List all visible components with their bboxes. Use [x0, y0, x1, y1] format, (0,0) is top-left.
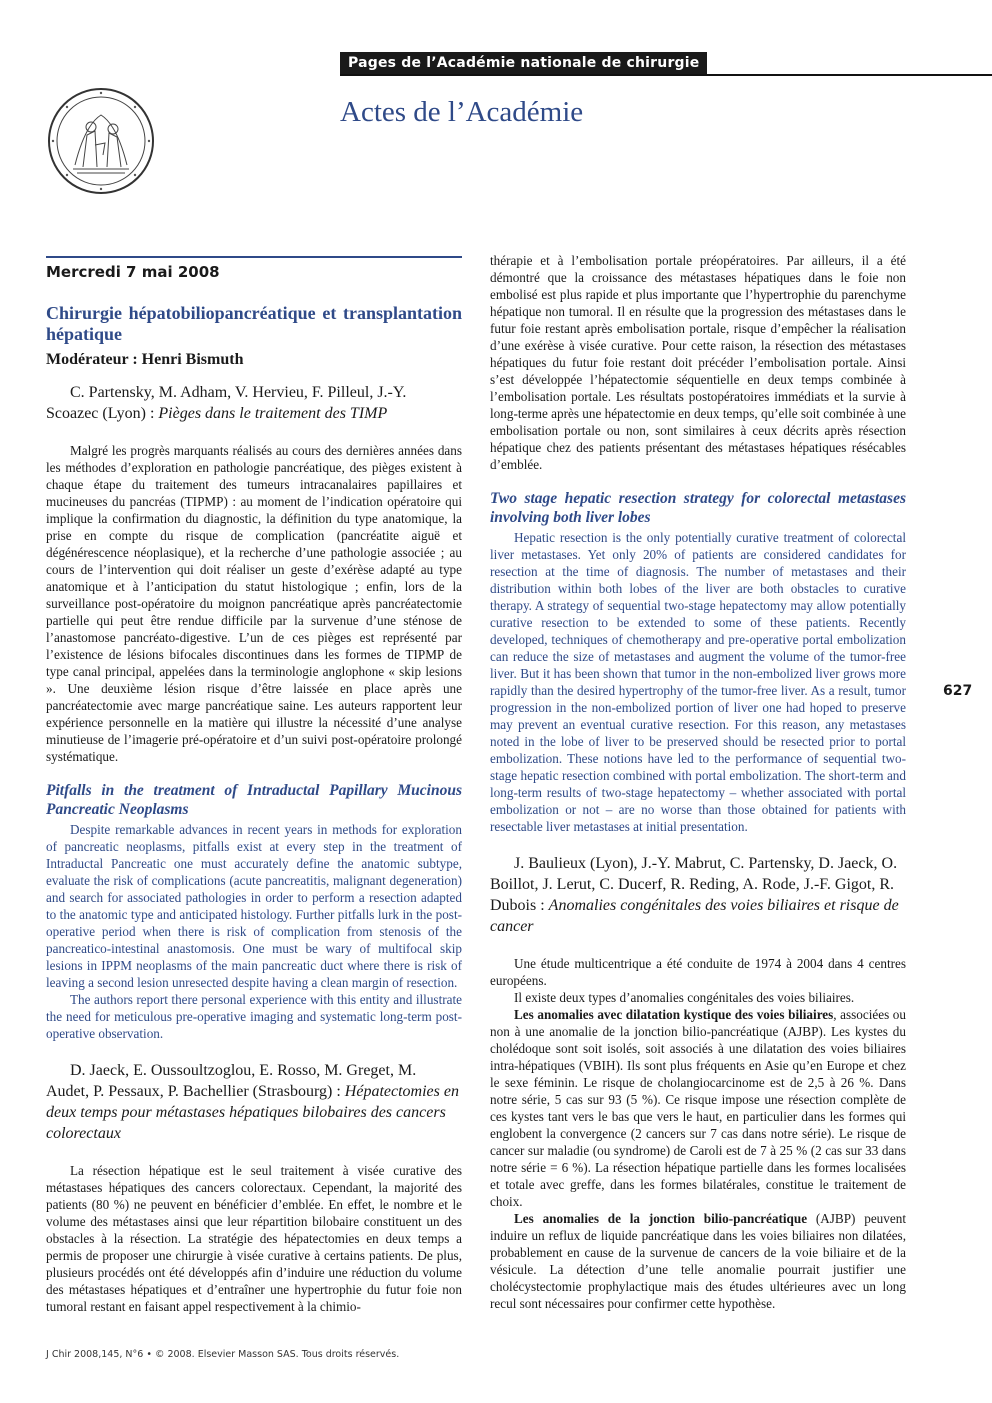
article-3-p4-lead: Les anomalies de la jonction bilio-pancréatique [514, 1211, 808, 1226]
article-3-p2: Il existe deux types d’anomalies congénitales des voies biliaires. [514, 990, 855, 1005]
article-2-text-continued: thérapie et à l’embolisation portale préopératoires. Par ailleurs, il a été démontré que la croissance des métastases hépatiques dans le foie non embolisé est plus rapide et plus importante que l’hypertrophie du parenchyme hépatique non tumoral. Il en résulte que la progression des métastases dans le futur foie restant après embolisation portale, risque d’empêcher la réalisation d’une exérèse à visée curative. Pour cette raison, la résection des métastases hépatiques du futur foie restant doit précéder l’embolisation portale. Ainsi s’est développée l’hépatectomie séquentielle en deux temps combinée à l’embolisation portale. Les résultats postopératoires immédiats et la survie à long-terme après une hépatectomie en deux temps, qu’elle soit combinée à une embolisation portale ou non, sont similaires à ceux décrits après résection hépatique chez des patients présentant des métastases hépatiques résécables d’emblée. [490, 253, 906, 472]
article-3-p1: Une étude multicentrique a été conduite de 1974 à 2004 dans 4 centres européens. [490, 956, 906, 988]
article-3-title: Anomalies congénitales des voies biliaires et risque de cancer [490, 897, 899, 935]
article-1-english-p2: The authors report there personal experience with this entity and illustrate the need for meticulous pre-operative imaging and systematic long-term post-operative observation. [46, 992, 462, 1041]
article-2-text: La résection hépatique est le seul traitement à visée curative des métastases hépatiques des cancers colorectaux. Cependant, la majorité des patients (80 %) ne peuvent en bénéficier d’emblée. En effet, le nombre et le volume des métastases ainsi que leur répartition bilobaire constituent un des obstacles à la résection. La stratégie des hépatectomies en deux temps a permis de proposer une chirurgie à visée curative à certains patients. De plus, plusieurs procédés ont été développés afin d’induire une réduction du volume des métastases hépatiques et d’entraîner une hypertrophie du futur foie non tumoral restant en faisant appel respectivement à la chimio- [46, 1163, 462, 1314]
session-date: Mercredi 7 mai 2008 [46, 256, 462, 281]
article-2-heading [46, 1060, 462, 1144]
article-1-text: Malgré les progrès marquants réalisés au cours des dernières années dans les méthodes d’exploration en pathologie pancréatique, des pièges existent à chaque étape du traitement des tumeurs intracanalaires papillaires et mucineuses du pancréas (TIPMP) : au moment de l’indication opératoire qui implique la confirmation du diagnostic, la définition du type anatomique, la prise en compte du risque de complication (pancréatite aiguë et dégénérescence néoplasique), et la recherche d’une pathologie associée ; au cours de l’intervention qui doit réaliser un geste d’exérèse adapté au type anatomique et à l’anticipation du statut histologique ; enfin, lors de la surveillance post-opératoire du moignon pancréatique après pancréatectomie partielle qui peut être rendue difficile par la survenue d’une sténose de l’anastomose pancréato-digestive. L’un de ces pièges est représenté par l’existence de lésions bifocales discontinues dans les formes de TIPMP de type canal principal, appelées dans la terminologie anglophone « skip lesions ». Une deuxième lésion risque d’être laissée en place après une pancréatectomie avec marge pancréatique saine. Les auteurs rapportent leur expérience personnelle en la matière qui illustre la nécessité d’une analyse minutieuse de l’imagerie pré-opératoire et d’un suivi post-opératoire prolongé systématique. [46, 443, 462, 764]
article-3-heading [490, 853, 906, 937]
article-2-authors: D. Jaeck, E. Oussoultzoglou, E. Rosso, M. Greget, M. Audet, P. Pessaux, P. Bachellier (Strasbourg) : [46, 1062, 417, 1100]
journal-header-band [340, 52, 992, 76]
academy-seal-logo [45, 85, 157, 197]
section-title: Chirurgie hépatobiliopancréatique et transplantation hépatique [46, 303, 462, 344]
article-2-english-text: Hepatic resection is the only potentially curative treatment of colorectal liver metastases. Yet only 20% of patients are considered candidates for resection at the time of diagnosis. The number of metastases and their distribution within both lobes of the liver are both obstacles to curative therapy. A strategy of sequential two-stage hepatectomy may allow potentially curative resection to be extended to some of these patients. Recently developed, techniques of chemotherapy and pre-operative portal embolization can reduce the size of metastases and augment the volume of the tumor-free liver. But it has been shown that tumor in the non-embolized liver grows more rapidly than the desired hypertrophy of the tumor-free liver. As a result, tumor progression in the non-embolized portion of liver one had hoped to preserve may prevent an eventual curative resection. For this reason, any metastases noted in the lobe of liver to be preserved should be resected prior to portal embolization. These notions have led to the performance of sequential two-stage hepatic resection combined with portal embolization. The short-term and long-term results of two-stage hepatectomy – whether associated with portal embolization or not – are no worse than those obtained for patients with resectable liver metastases at initial presentation. [490, 530, 906, 834]
article-1-english-p1: Despite remarkable advances in recent years in methods for exploration of pancreatic neoplasms, pitfalls exist at every step in the treatment of Intraductal Pancreatic one must accurately define the anatomic subtype, evaluate the risk of complications (acute pancreatitis, malignant degeneration) and search for associated pathologies in order to perform a resection adapted to the anatomic type and anticipated histology. Further pitfalls lurk in the post-operative period when there is risk of complication from stenosis of the pancreatico-intestinal anastomosis. One must be wary of multifocal skip lesions in IPPM neoplasms of the main pancreatic duct where there is risk of leaving a second lesion unresected despite having a clean margin of resection. [46, 822, 462, 990]
section-tag: Pages de l’Académie nationale de chirurgie [340, 52, 707, 74]
footer-citation: J Chir 2008,145, N°6 • © 2008. Elsevier Masson SAS. Tous droits réservés. [46, 1349, 400, 1360]
article-1-english-title: Pitfalls in the treatment of Intraductal Papillary Mucinous Pancreatic Neoplasms [46, 782, 462, 818]
right-column [490, 252, 906, 1312]
article-3-p4 [490, 1210, 906, 1312]
article-2-title: Hépatectomies en deux temps pour métastases hépatiques bilobaires des cancers colorectaux [46, 1083, 459, 1142]
page-number: 627 [943, 683, 973, 699]
article-2-english-title: Two stage hepatic resection strategy for colorectal metastases involving both liver lobes [490, 490, 906, 526]
article-3-p4-text: (AJBP) peuvent induire un reflux de liquide pancréatique dans les voies biliaires non dilatées, probablement en cause de la survenue de cancers de la voie biliaire et de la vésicule. La détection d’une telle anomalie pourrait justifier une cholécystectomie prophylactique mais des études ultérieures avec un long recul sont nécessaires pour confirmer cette hypothèse. [490, 1211, 906, 1311]
article-1-title: Pièges dans le traitement des TIMP [158, 405, 388, 422]
journal-title: Actes de l’Académie [340, 96, 584, 128]
article-3-p3 [490, 1006, 906, 1210]
article-1-authors: C. Partensky, M. Adham, V. Hervieu, F. Pilleul, J.-Y. Scoazec (Lyon) : [46, 384, 407, 422]
article-3-p3-text: , associées ou non à une anomalie de la jonction bilio-pancréatique (AJBP). Les kystes du cholédoque sont soit isolés, soit associés à une dilatation des voies biliaires intra-hépatiques (VBIH). Ils sont plus fréquents en Asie qu’en Europe et chez le sexe féminin. Le risque de cholangiocarcinome est de 2,5 à 26 %. Dans notre série, 5 cas sur 93 (5 %). Ce risque impose une résection complète de ces kystes tant vers le bas que vers le haut, en particulier dans les formes qui englobent la convergence (2 cancers sur 7 cas dans notre série). Le risque de cancer sur maladie (ou syndrome) de Caroli est de 7 à 25 % (2 cas sur 33 dans notre série = 6 %). La résection hépatique partielle dans les formes localisées et totale avec greffe, dans les formes bilatérales, constitue le traitement de choix. [490, 1007, 906, 1209]
article-3-p3-lead: Les anomalies avec dilatation kystique des voies biliaires [514, 1007, 834, 1022]
left-column [46, 256, 462, 1315]
article-3-authors: J. Baulieux (Lyon), J.-Y. Mabrut, C. Partensky, D. Jaeck, O. Boillot, J. Lerut, C. Ducerf, R. Reding, A. Rode, J.-F. Gigot, R. Dubois : [490, 855, 898, 914]
moderator: Modérateur : Henri Bismuth [46, 351, 244, 368]
article-1-heading [46, 382, 462, 424]
